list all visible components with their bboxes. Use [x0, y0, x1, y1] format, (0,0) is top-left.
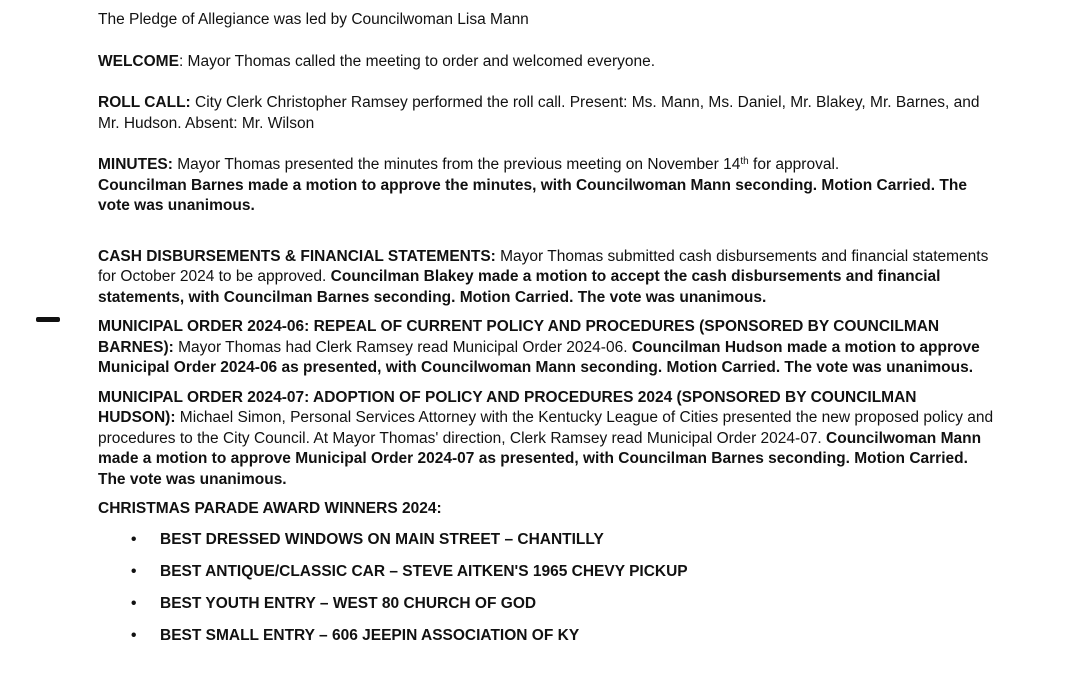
- order-07-motion: Councilwoman Mann made a motion to approve Municipal Order 2024-07 as presented, with Councilman Barnes seconding. Motion Carried. The vote was unanimous.: [98, 429, 982, 488]
- order-07-heading: MUNICIPAL ORDER 2024-07: ADOPTION OF POLICY AND PROCEDURES 2024 (SPONSORED BY COUNCILMAN HUDSON):: [98, 388, 917, 426]
- parade-heading: [98, 499, 998, 520]
- cash-paragraph: [98, 247, 998, 309]
- award-text: BEST DRESSED WINDOWS ON MAIN STREET – CHANTILLY: [160, 530, 604, 548]
- welcome-paragraph: [98, 52, 998, 73]
- bullet-icon: •: [131, 530, 137, 548]
- order-06-text: Mayor Thomas had Clerk Ramsey read Municipal Order 2024-06.: [173, 338, 632, 356]
- cash-heading: CASH DISBURSEMENTS & FINANCIAL STATEMENTS:: [98, 247, 496, 265]
- list-item: [98, 530, 998, 562]
- award-text: BEST YOUTH ENTRY – WEST 80 CHURCH OF GOD: [160, 594, 537, 612]
- award-text: BEST ANTIQUE/CLASSIC CAR – STEVE AITKEN'S 1965 CHEVY PICKUP: [160, 562, 688, 580]
- minutes-paragraph: [98, 155, 998, 217]
- list-item: [98, 562, 998, 594]
- cash-text: Mayor Thomas submitted cash disbursements and financial statements for October 2024 to be approved.: [98, 247, 989, 285]
- minutes-document: [98, 10, 998, 658]
- order-06-heading: MUNICIPAL ORDER 2024-06: REPEAL OF CURRENT POLICY AND PROCEDURES (SPONSORED BY COUNCILMAN BARNES):: [98, 318, 940, 356]
- order-07-paragraph: [98, 388, 998, 491]
- bullet-icon: •: [131, 562, 137, 580]
- minutes-ordinal-suffix: th: [740, 156, 749, 167]
- list-item: [98, 594, 998, 626]
- award-list: [98, 530, 998, 658]
- welcome-text: : Mayor Thomas called the meeting to order and welcomed everyone.: [178, 52, 656, 70]
- order-06-paragraph: [98, 317, 998, 379]
- bullet-icon: •: [131, 626, 137, 644]
- minutes-motion: Councilman Barnes made a motion to approve the minutes, with Councilwoman Mann seconding. Motion Carried. The vote was unanimous.: [98, 176, 967, 214]
- parade-heading-text: CHRISTMAS PARADE AWARD WINNERS 2024:: [98, 500, 442, 517]
- roll-call-paragraph: [98, 93, 998, 134]
- roll-call-text: City Clerk Christopher Ramsey performed the roll call. Present: Ms. Mann, Ms. Daniel, Mr. Blakey, Mr. Barnes, and Mr. Hudson. Absent: Mr. Wilson: [98, 94, 980, 132]
- minutes-text: Mayor Thomas presented the minutes from the previous meeting on November 14: [172, 156, 741, 173]
- bullet-icon: •: [131, 594, 137, 612]
- order-06-motion: Councilman Hudson made a motion to approve Municipal Order 2024-06 as presented, with Councilwoman Mann seconding. Motion Carried. The vote was unanimous.: [98, 338, 980, 376]
- minutes-heading: MINUTES:: [98, 156, 173, 173]
- order-07-text: Michael Simon, Personal Services Attorney with the Kentucky League of Cities presented the new proposed policy and procedures to the City Council. At Mayor Thomas' direction, Clerk Ramsey read Municipal Order 2024-07.: [98, 409, 994, 447]
- list-item: [98, 626, 998, 658]
- roll-call-heading: ROLL CALL:: [98, 94, 191, 111]
- award-text: BEST SMALL ENTRY – 606 JEEPIN ASSOCIATION OF KY: [160, 626, 580, 644]
- cash-motion: Councilman Blakey made a motion to accept the cash disbursements and financial statements, with Councilman Barnes seconding. Motion Carried. The vote was unanimous.: [98, 268, 941, 306]
- minutes-text-end: for approval.: [748, 156, 840, 173]
- welcome-heading: WELCOME: [98, 52, 179, 70]
- margin-mark: [36, 317, 60, 322]
- pledge-paragraph: The Pledge of Allegiance was led by Councilwoman Lisa Mann: [98, 11, 529, 28]
